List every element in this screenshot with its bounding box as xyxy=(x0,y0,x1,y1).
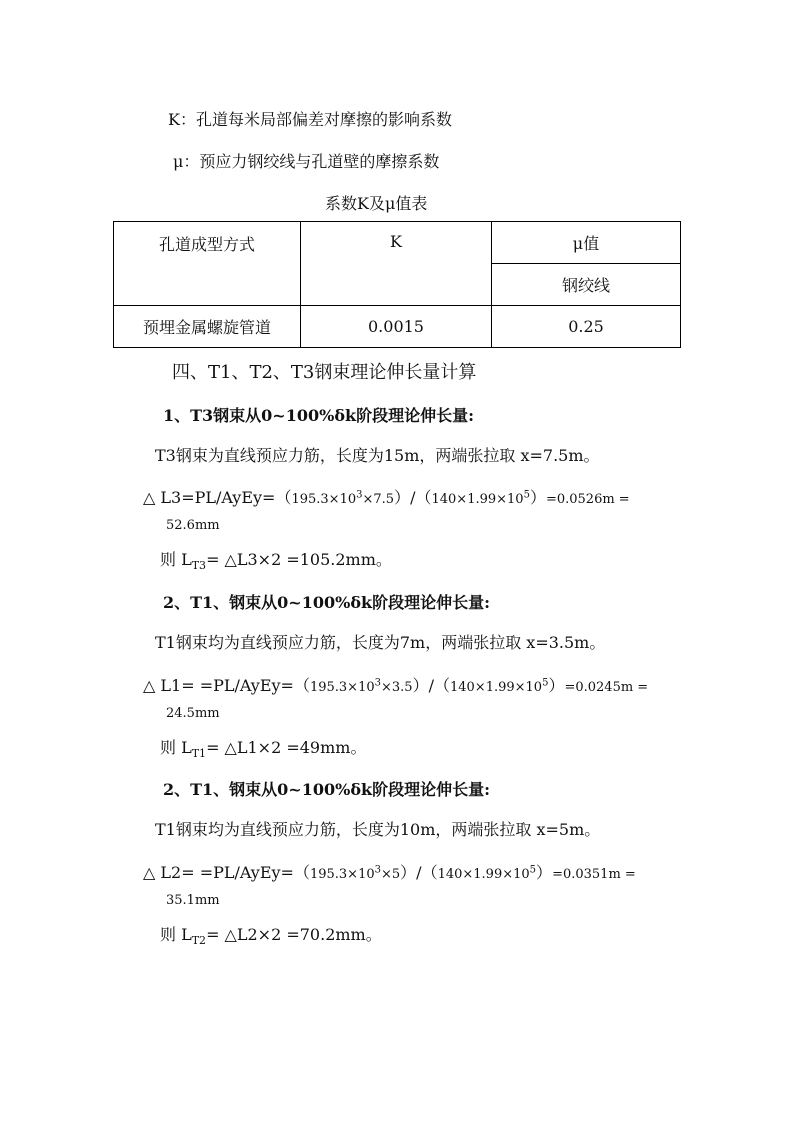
row-k: 0.0015 xyxy=(301,306,492,348)
formula-result: =0.0526m = xyxy=(545,492,630,507)
part-formula xyxy=(143,673,648,696)
row-mu: 0.25 xyxy=(492,306,681,348)
formula-continuation: 35.1mm xyxy=(166,893,220,908)
part-description: T3钢束为直线预应力筋，长度为15m，两端张拉取 x=7.5m。 xyxy=(155,446,600,465)
formula-numerator: $195.3\times 10^3\times 5$ xyxy=(309,864,401,882)
formula-open: （ xyxy=(275,488,292,507)
part-heading: 2、T1、钢束从0~100%δk阶段理论伸长量: xyxy=(163,593,490,612)
formula-close: ） xyxy=(529,488,546,507)
table-caption: 系数K及μ值表 xyxy=(325,194,428,213)
formula-denominator: $140\times 1.99\times 10^5$ xyxy=(431,489,530,507)
formula-continuation: 24.5mm xyxy=(166,706,220,721)
coefficient-table xyxy=(113,221,681,348)
formula-open: （ xyxy=(293,863,310,882)
header-method: 孔道成型方式 xyxy=(114,222,301,306)
row-method: 预埋金属螺旋管道 xyxy=(114,306,301,348)
part-result: 则 $L_{T3}=$ △L3×2 =105.2mm。 xyxy=(160,550,392,573)
part-formula xyxy=(143,860,636,883)
formula-mid: ）/（ xyxy=(412,676,450,695)
section-title: 四、T1、T2、T3钢束理论伸长量计算 xyxy=(172,362,477,383)
formula-result: =0.0351m = xyxy=(552,867,636,882)
formula-lhs: △ L2= =PL/AyEy= xyxy=(143,863,294,882)
formula-mid: ）/（ xyxy=(394,488,432,507)
formula-continuation: 52.6mm xyxy=(166,518,220,533)
header-mu: μ值 xyxy=(492,222,681,264)
formula-close: ） xyxy=(548,676,565,695)
formula-numerator: $195.3\times 10^3\times 3.5$ xyxy=(309,677,413,695)
part-result: 则 $L_{T2}=$ △L2×2 =70.2mm。 xyxy=(160,925,382,948)
formula-lhs: △ L3=PL/AyEy= xyxy=(143,488,276,507)
part-heading: 1、T3钢束从0~100%δk阶段理论伸长量: xyxy=(163,406,474,425)
formula-denominator: $140\times 1.99\times 10^5$ xyxy=(437,864,537,882)
formula-denominator: $140\times 1.99\times 10^5$ xyxy=(449,677,549,695)
formula-numerator: $195.3\times 10^3\times 7.5$ xyxy=(291,489,395,507)
table-row xyxy=(114,306,681,348)
part-description: T1钢束均为直线预应力筋，长度为7m，两端张拉取 x=3.5m。 xyxy=(155,633,606,652)
part-formula xyxy=(143,485,630,508)
part-result: 则 $L_{T1}=$ △L1×2 =49mm。 xyxy=(160,738,367,761)
formula-lhs: △ L1= =PL/AyEy= xyxy=(143,676,294,695)
mu-definition: μ：预应力钢绞线与孔道壁的摩擦系数 xyxy=(173,152,440,171)
formula-mid: ）/（ xyxy=(400,863,438,882)
k-definition: K：孔道每米局部偏差对摩擦的影响系数 xyxy=(168,110,452,129)
header-k: K xyxy=(301,222,492,306)
formula-open: （ xyxy=(293,676,310,695)
part-description: T1钢束均为直线预应力筋，长度为10m，两端张拉取 x=5m。 xyxy=(155,820,601,839)
formula-result: =0.0245m = xyxy=(564,680,649,695)
header-mu-sub: 钢绞线 xyxy=(492,264,681,306)
part-heading: 2、T1、钢束从0~100%δk阶段理论伸长量: xyxy=(163,780,490,799)
formula-close: ） xyxy=(536,863,553,882)
